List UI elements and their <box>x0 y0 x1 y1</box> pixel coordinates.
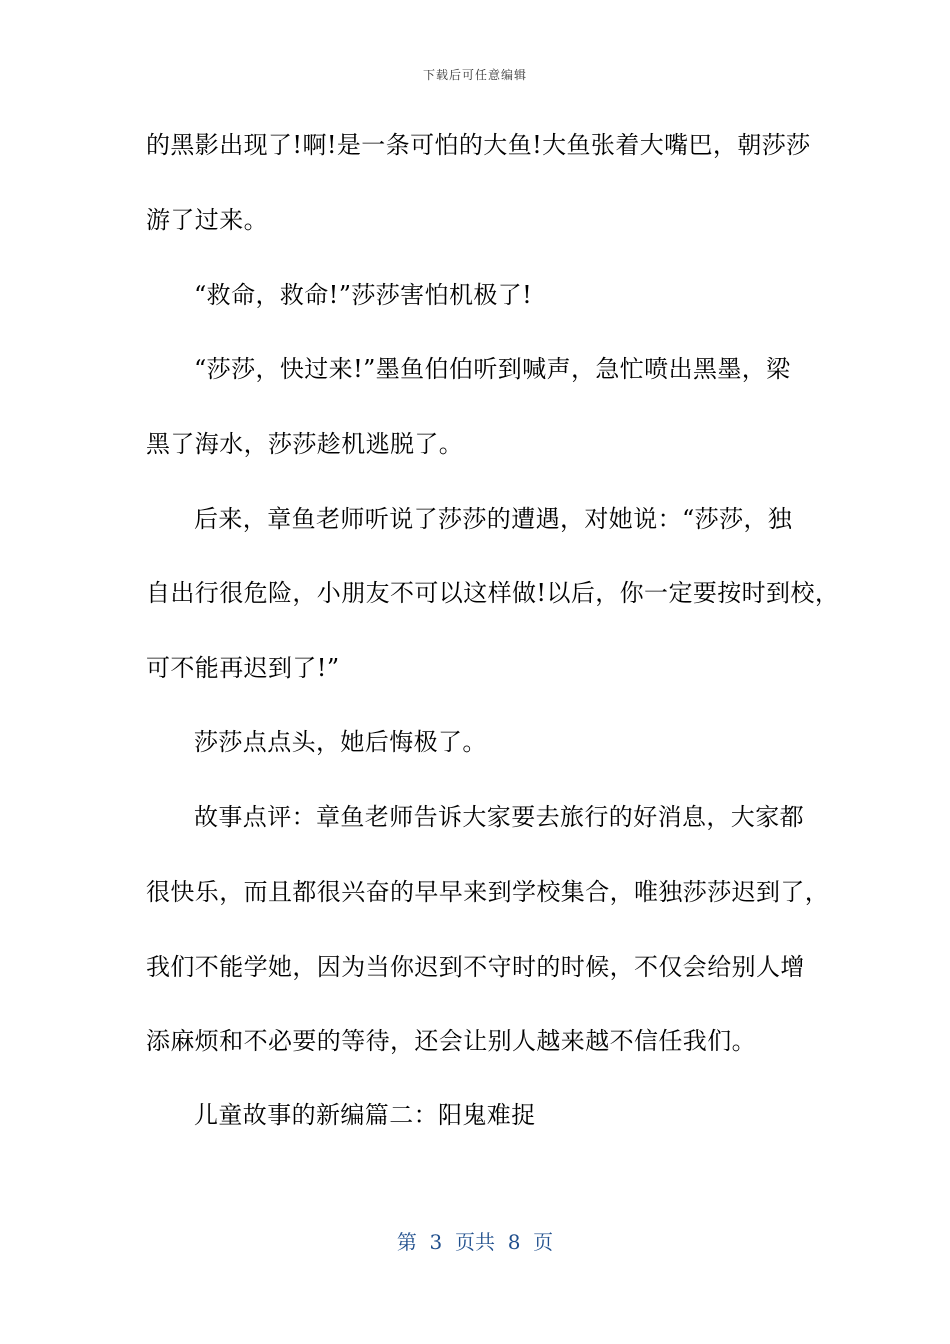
text-line-11: 很快乐，而且都很兴奋的早早来到学校集合，唯独莎莎迟到了， <box>146 878 830 906</box>
text-line-4: “莎莎，快过来!”墨鱼伯伯听到喊声，急忙喷出黑墨，梁 <box>194 355 791 383</box>
text-line-3: “救命，救命!”莎莎害怕机极了! <box>194 281 533 309</box>
text-line-5: 黑了海水，莎莎趁机逃脱了。 <box>146 430 464 458</box>
section-heading: 儿童故事的新编篇二：阳鬼难捉 <box>194 1101 536 1129</box>
text-line-2: 游了过来。 <box>146 206 268 234</box>
page-number-footer: 第 3 页共 8 页 <box>396 1230 554 1254</box>
text-line-10: 故事点评：章鱼老师告诉大家要去旅行的好消息，大家都 <box>194 803 804 831</box>
text-line-9: 莎莎点点头，她后悔极了。 <box>194 728 487 756</box>
page-header: 下载后可任意编辑 <box>422 68 527 82</box>
text-line-6: 后来，章鱼老师听说了莎莎的遭遇，对她说：“莎莎，独 <box>194 505 793 533</box>
text-line-1: 的黑影出现了!啊!是一条可怕的大鱼!大鱼张着大嘴巴，朝莎莎 <box>146 131 811 159</box>
text-line-8: 可不能再迟到了!” <box>146 654 340 682</box>
text-line-13: 添麻烦和不必要的等待，还会让别人越来越不信任我们。 <box>146 1027 756 1055</box>
text-line-12: 我们不能学她，因为当你迟到不守时的时候，不仅会给别人增 <box>146 953 805 981</box>
text-line-7: 自出行很危险，小朋友不可以这样做!以后，你一定要按时到校， <box>146 579 840 607</box>
